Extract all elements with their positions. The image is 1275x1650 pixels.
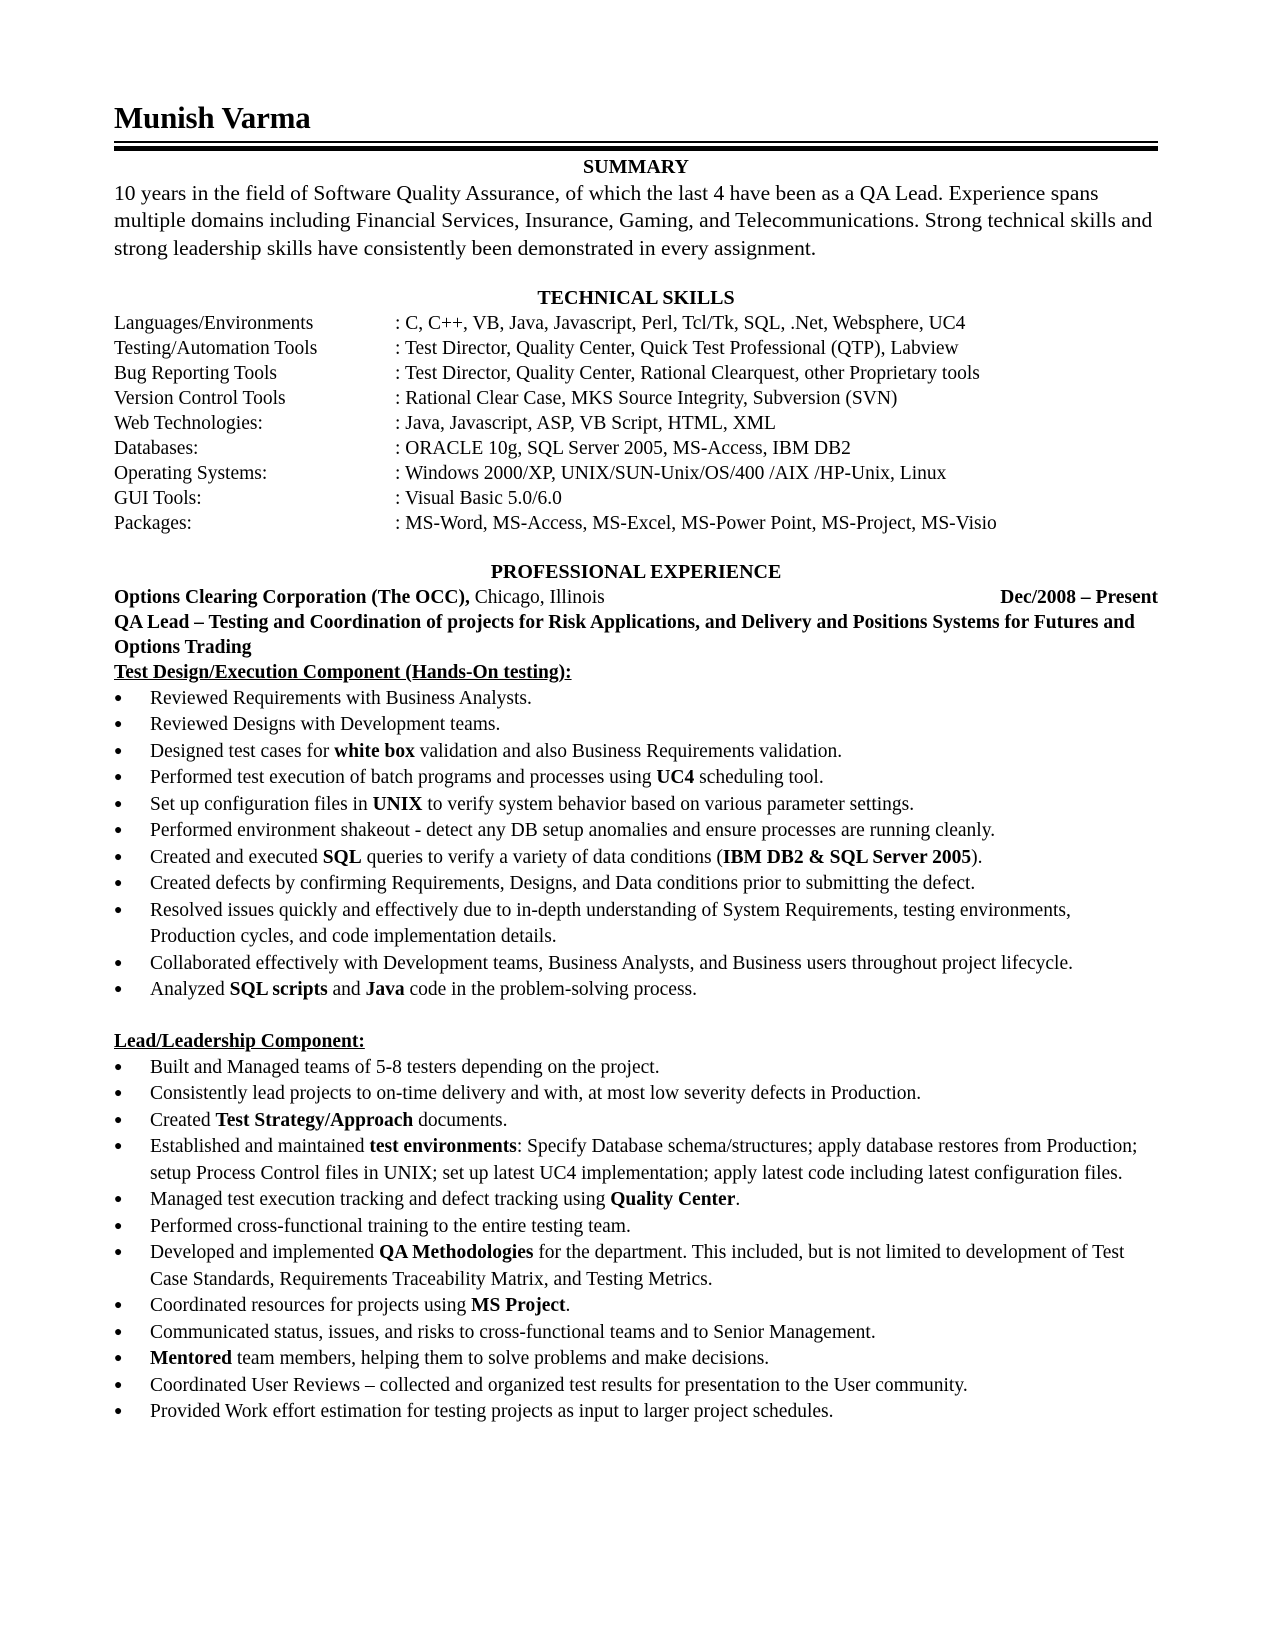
technical-skills-title: TECHNICAL SKILLS [537,286,735,309]
bullet-icon: ● [114,1218,123,1234]
text: validation and also Business Requirements validation. [414,740,843,762]
bold-text: QA Methodologies [379,1242,534,1264]
skill-value: : ORACLE 10g, SQL Server 2005, MS-Access, IBM DB2 [395,437,851,459]
text: ). [971,846,983,868]
header-rule [114,141,1158,151]
skill-label: Version Control Tools [114,387,286,409]
text: Reviewed Designs with Development teams. [150,714,501,736]
list-item [114,1293,1158,1320]
bullet-list [114,1055,1158,1426]
job-role: QA Lead – Testing and Coordination of projects for Risk Applications, and Delivery and Positions Systems for Futures and Options Trading [114,611,1135,658]
component-heading: Test Design/Execution Component (Hands-On testing): [114,661,572,683]
text: Set up configuration files in [150,793,373,815]
skill-value: : Test Director, Quality Center, Rational Clearquest, other Proprietary tools [395,362,980,384]
bullet-icon: ● [114,1324,123,1340]
text: . [735,1189,741,1211]
list-item [114,739,1158,766]
list-item [114,1214,1158,1241]
text: Provided Work effort estimation for testing projects as input to larger project schedules. [150,1401,834,1423]
summary-text: 10 years in the field of Software Quality Assurance, of which the last 4 have been as a QA Lead. Experience spans multiple domains including Financial Services, Insurance, Gaming, and Telecommunications. Strong technical skills and strong leadership skills have consistently been demonstrated in every assignment. [114,181,1153,260]
list-item [114,1346,1158,1373]
bullet-icon: ● [114,770,123,786]
skill-row [114,511,1158,536]
text: Managed test execution tracking and defect tracking using [150,1189,611,1211]
text: to verify system behavior based on various parameter settings. [422,793,915,815]
skill-label: Databases: [114,437,199,459]
skill-row [114,411,1158,436]
text: : Specify Database schema/structures; apply database restores from Production; setup Process Control files in UNIX; set up latest UC4 implementation; apply latest code including latest configuration files. [150,1136,1138,1184]
skills-table [114,311,1158,536]
bullet-icon: ● [114,1245,123,1261]
list-item [114,1240,1158,1293]
skill-label: Packages: [114,512,192,534]
skill-row [114,436,1158,461]
bold-text: Java [365,979,405,1001]
list-item [114,977,1158,1004]
company-name: Options Clearing Corporation (The OCC), [114,586,470,608]
skill-value: : MS-Word, MS-Access, MS-Excel, MS-Power Point, MS-Project, MS-Visio [395,512,997,534]
text: Developed and implemented [150,1242,380,1264]
text: Designed test cases for [150,740,335,762]
skill-value: : Java, Javascript, ASP, VB Script, HTML, XML [395,412,776,434]
bold-text: SQL scripts [229,979,328,1001]
list-item [114,686,1158,713]
experience-title: PROFESSIONAL EXPERIENCE [490,560,782,583]
company-location: Chicago, Illinois [469,586,605,608]
component-heading: Lead/Leadership Component: [114,1030,365,1052]
bullet-list [114,686,1158,1004]
bullet-icon: ● [114,876,123,892]
bullet-icon: ● [114,690,123,706]
bullet-icon: ● [114,1351,123,1367]
bullet-icon: ● [114,796,123,812]
bullet-icon: ● [114,1112,123,1128]
text: Collaborated effectively with Development teams, Business Analysts, and Business users throughout project lifecycle. [150,952,1073,974]
bold-text: IBM DB2 & SQL Server 2005 [722,846,972,868]
list-item [114,1134,1158,1187]
bold-text: test environments [369,1136,517,1158]
bold-text: white box [334,740,415,762]
text: . [565,1295,571,1317]
list-item [114,1187,1158,1214]
bullet-icon: ● [114,849,123,865]
job-employer [114,585,605,610]
skill-value: : Rational Clear Case, MKS Source Integrity, Subversion (SVN) [395,387,898,409]
list-item [114,871,1158,898]
bullet-icon: ● [114,955,123,971]
bullet-icon: ● [114,982,123,998]
skill-value: : Windows 2000/XP, UNIX/SUN-Unix/OS/400 /AIX /HP-Unix, Linux [395,462,947,484]
list-item [114,1055,1158,1082]
skill-label: Operating Systems: [114,462,268,484]
skill-row [114,361,1158,386]
text: Created and executed [150,846,323,868]
text: Performed environment shakeout - detect any DB setup anomalies and ensure processes are running cleanly. [150,820,996,842]
list-item [114,765,1158,792]
skill-row [114,311,1158,336]
skill-label: Bug Reporting Tools [114,362,277,384]
text: Built and Managed teams of 5-8 testers depending on the project. [150,1056,660,1078]
bold-text: Test Strategy/Approach [215,1109,414,1131]
skill-label: Web Technologies: [114,412,263,434]
bold-text: UNIX [372,793,423,815]
bullet-icon: ● [114,1139,123,1155]
skill-row [114,486,1158,511]
experience-section [114,560,1158,1426]
skill-label: Testing/Automation Tools [114,337,318,359]
text: Created defects by confirming Requirements, Designs, and Data conditions prior to submitting the defect. [150,873,976,895]
bold-text: Quality Center [610,1189,736,1211]
text: Communicated status, issues, and risks to cross-functional teams and to Senior Management. [150,1321,876,1343]
list-item [114,1399,1158,1426]
list-item [114,1320,1158,1347]
text: documents. [413,1109,508,1131]
bullet-icon: ● [114,902,123,918]
skill-label: Languages/Environments [114,312,314,334]
text: Coordinated resources for projects using [150,1295,472,1317]
candidate-name: Munish Varma [114,100,311,135]
text: Created [150,1109,216,1131]
text: and [327,979,366,1001]
bullet-icon: ● [114,1086,123,1102]
resume-page [114,98,1158,1426]
bold-text: MS Project [471,1295,566,1317]
text: team members, helping them to solve problems and make decisions. [231,1348,770,1370]
bullet-icon: ● [114,1298,123,1314]
list-item [114,845,1158,872]
skill-row [114,461,1158,486]
list-item [114,712,1158,739]
text: Coordinated User Reviews – collected and organized test results for presentation to the User community. [150,1374,968,1396]
rule-thick-line [114,146,1158,151]
summary-title: SUMMARY [583,156,689,178]
list-item [114,951,1158,978]
bullet-icon: ● [114,1059,123,1075]
bullet-icon: ● [114,1192,123,1208]
text: for the department. This included, but is not limited to development of Test Case Standards, Requirements Traceability Matrix, and Testing Metrics. [150,1242,1125,1290]
text: code in the problem-solving process. [404,979,697,1001]
text: Performed cross-functional training to the entire testing team. [150,1215,631,1237]
bullet-icon: ● [114,823,123,839]
skill-label: GUI Tools: [114,487,202,509]
list-item [114,1373,1158,1400]
list-item [114,792,1158,819]
experience-components [114,660,1158,1426]
skill-row [114,386,1158,411]
bullet-icon: ● [114,1377,123,1393]
list-item [114,898,1158,951]
text: scheduling tool. [694,767,824,789]
list-item [114,1081,1158,1108]
technical-skills-section [114,286,1158,536]
skill-value: : Visual Basic 5.0/6.0 [395,487,562,509]
text: Consistently lead projects to on-time delivery and with, at most low severity defects in Production. [150,1083,922,1105]
text: Resolved issues quickly and effectively due to in-depth understanding of System Requirements, testing environments, Production cycles, and code implementation details. [150,899,1071,948]
bold-text: Mentored [150,1348,232,1370]
skill-row [114,336,1158,361]
text: queries to verify a variety of data conditions ( [361,846,723,868]
text: Reviewed Requirements with Business Analysts. [150,687,532,709]
list-item [114,818,1158,845]
skill-value: : C, C++, VB, Java, Javascript, Perl, Tcl/Tk, SQL, .Net, Websphere, UC4 [395,312,966,334]
list-item [114,1108,1158,1135]
text: Established and maintained [150,1136,370,1158]
bullet-icon: ● [114,1404,123,1420]
text: Analyzed [150,979,230,1001]
bullet-icon: ● [114,717,123,733]
bullet-icon: ● [114,743,123,759]
skill-value: : Test Director, Quality Center, Quick Test Professional (QTP), Labview [395,337,959,359]
job-dates: Dec/2008 – Present [1000,586,1158,608]
bold-text: UC4 [656,767,695,789]
summary-section [114,155,1158,262]
bold-text: SQL [322,846,362,868]
job-header [114,585,1158,610]
text: Performed test execution of batch programs and processes using [150,767,657,789]
